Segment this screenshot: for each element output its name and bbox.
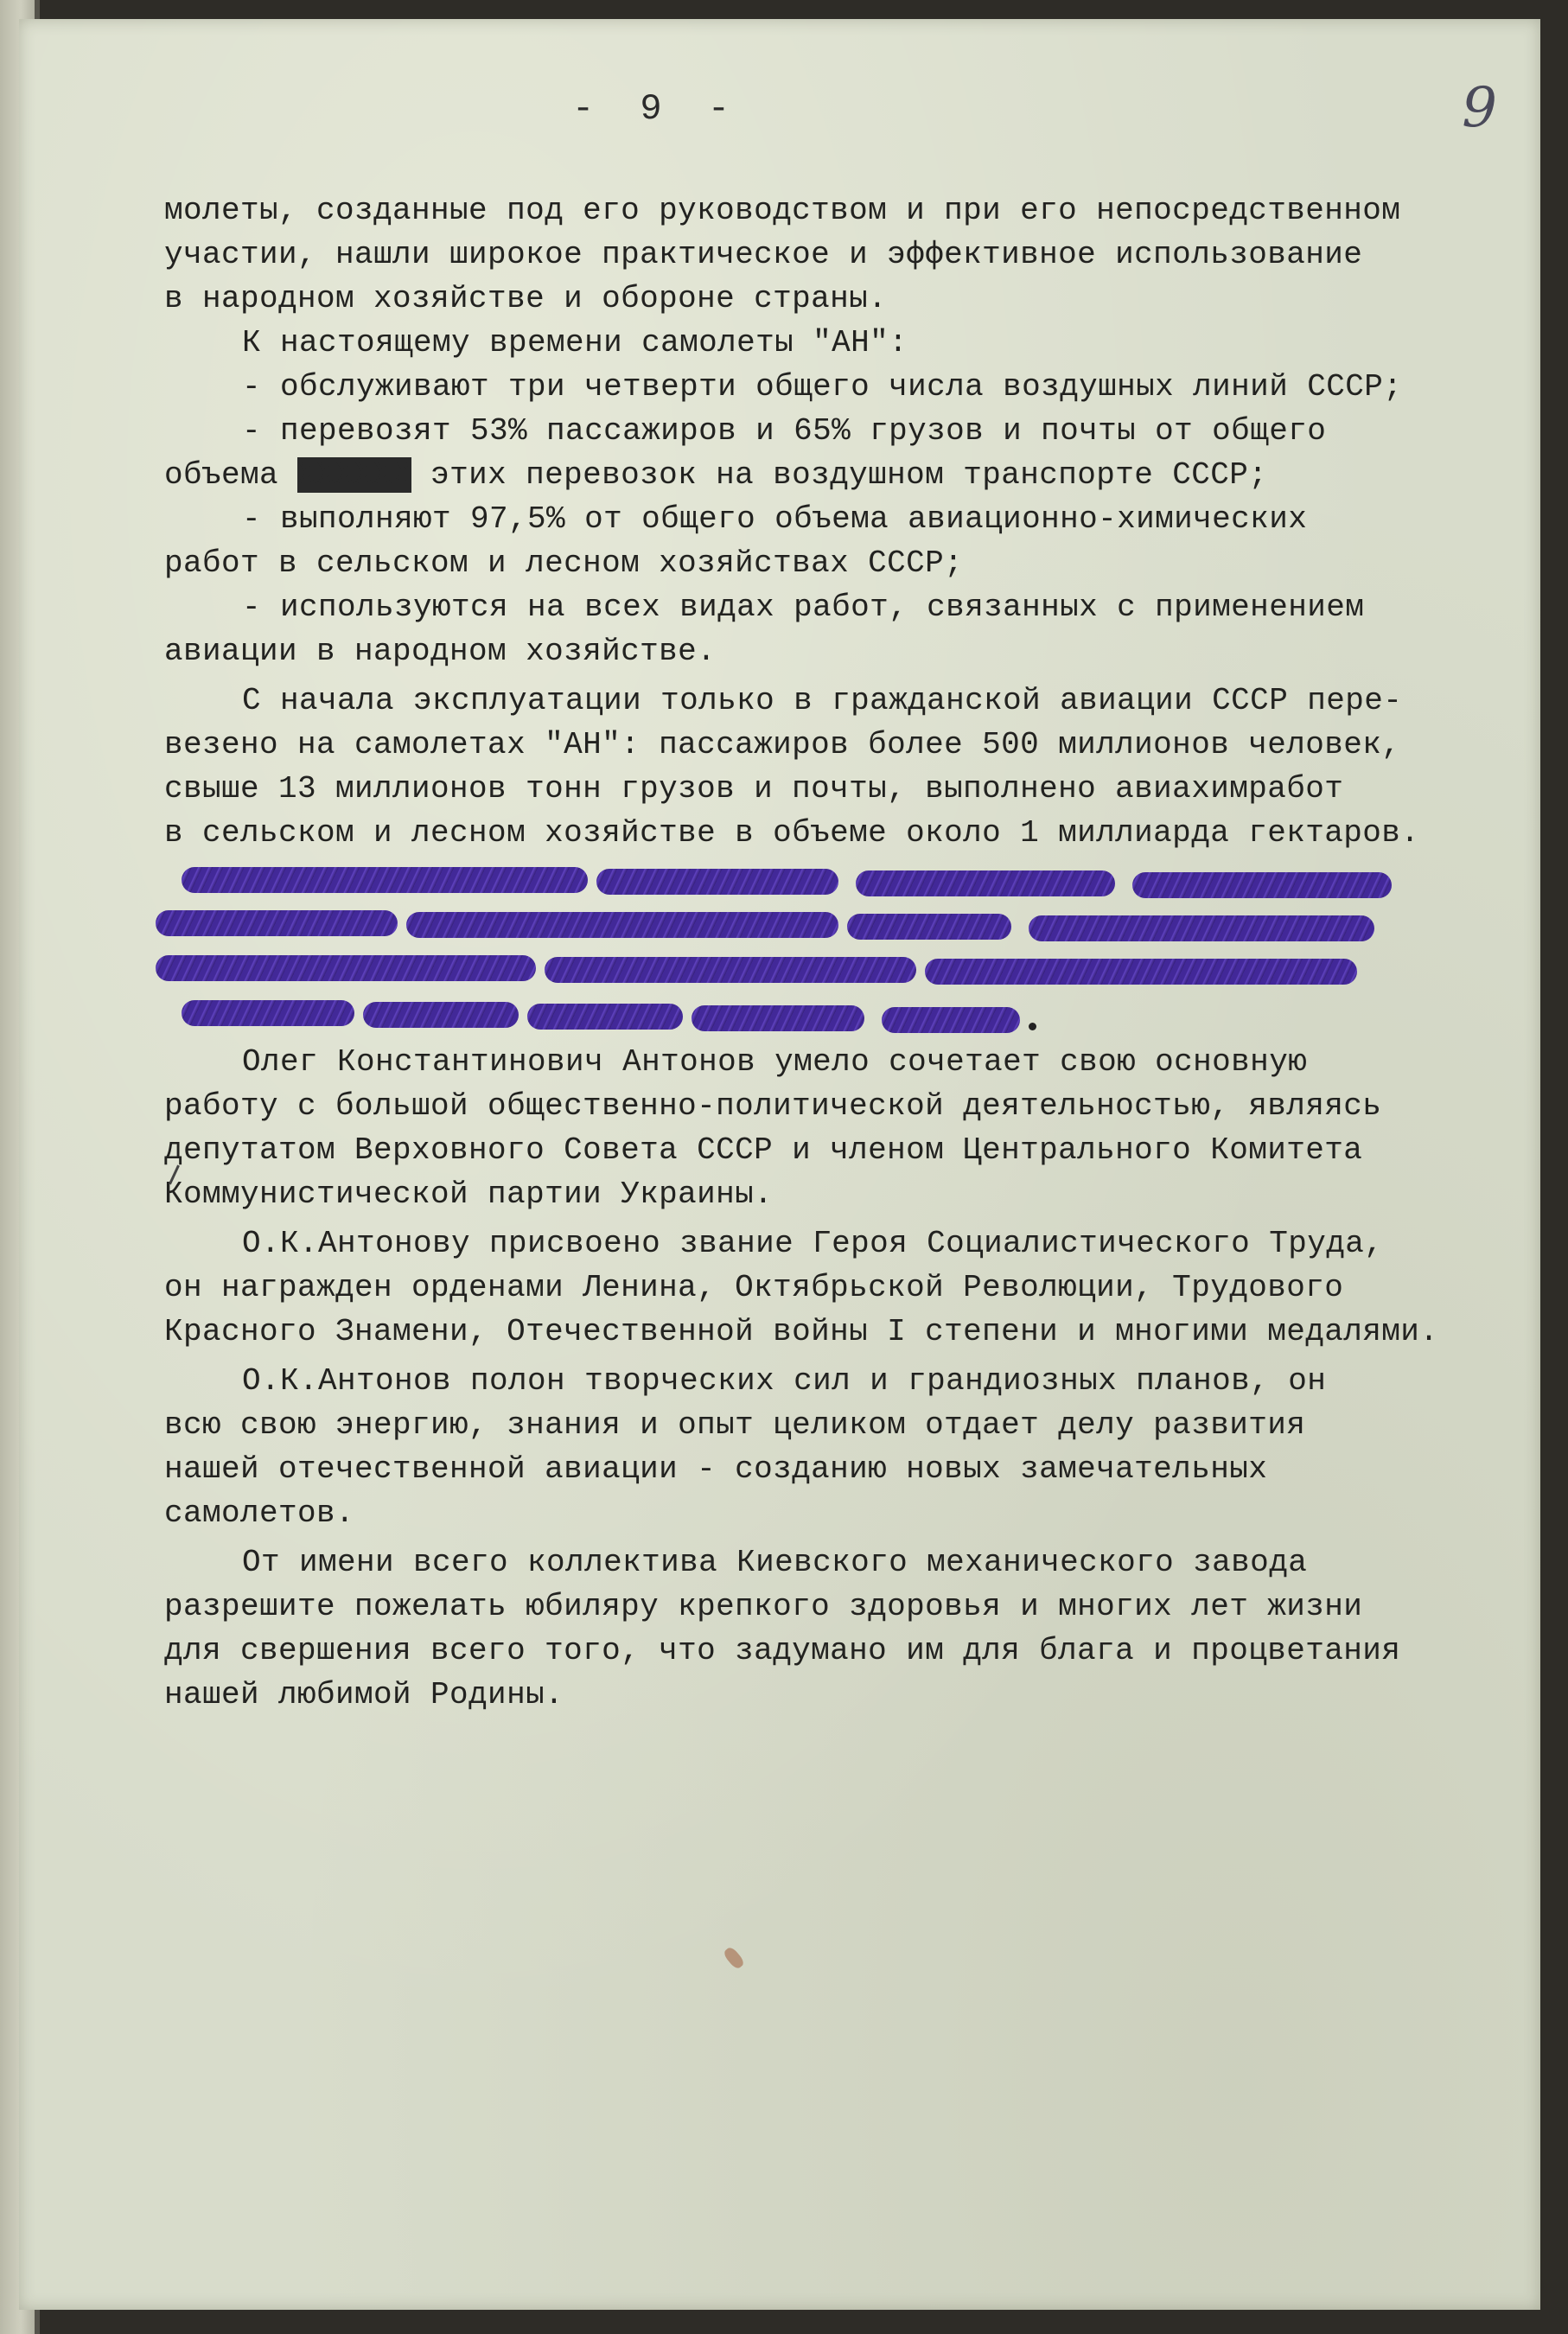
page-number: - 9 - <box>572 88 743 130</box>
text-line: К настоящему времени самолеты "АН": <box>242 325 908 360</box>
text-line: работ в сельском и лесном хозяйствах СССР; <box>164 545 964 581</box>
scribble-stroke <box>847 914 1011 940</box>
scribble-stroke <box>545 957 916 983</box>
text-line: - обслуживают три четверти общего числа воздушных линий СССР; <box>242 369 1403 405</box>
scribble-stroke <box>882 1007 1020 1033</box>
text-fragment: этих перевозок на воздушном транспорте СССР; <box>430 457 1268 493</box>
scribble-stroke <box>856 870 1115 896</box>
scribble-stroke <box>1132 872 1392 898</box>
text-fragment: объема <box>164 457 279 493</box>
text-line: в народном хозяйстве и обороне страны. <box>164 281 888 316</box>
paragraph-4 <box>164 1040 1547 1216</box>
handwritten-sheet-number: 9 <box>1462 76 1497 140</box>
paragraph-3 <box>164 679 1547 855</box>
text-line: везено на самолетах "АН": пассажиров более 500 миллионов человек, <box>164 727 1401 762</box>
bullet-3 <box>164 497 1547 585</box>
text-line: работу с большой общественно-политической деятельностью, являясь <box>164 1088 1382 1124</box>
bullet-1 <box>164 365 1547 409</box>
text-line: авиации в народном хозяйстве. <box>164 634 717 669</box>
text-line: разрешите пожелать юбиляру крепкого здоровья и многих лет жизни <box>164 1589 1363 1624</box>
text-line: депутатом Верховного Совета СССР и членом Центрального Комитета <box>164 1132 1363 1168</box>
paragraph-1 <box>164 188 1547 321</box>
scribbled-out-passage <box>164 858 1547 1035</box>
period-mark <box>1029 1023 1036 1030</box>
text-line: в сельском и лесном хозяйстве в объеме около 1 миллиарда гектаров. <box>164 815 1420 851</box>
text-line: От имени всего коллектива Киевского механического завода <box>242 1545 1308 1580</box>
scribble-stroke <box>925 959 1357 985</box>
scribble-stroke <box>156 910 398 936</box>
text-line: он награжден орденами Ленина, Октябрьской Революции, Трудового <box>164 1270 1344 1305</box>
text-line: Красного Знамени, Отечественной войны I степени и многими медалями. <box>164 1314 1439 1349</box>
scribble-stroke <box>182 867 588 893</box>
paper-stain <box>722 1946 745 1971</box>
overtyped-word: XXXXXX <box>297 457 412 493</box>
scribble-stroke <box>182 1000 354 1026</box>
text-line: - используются на всех видах работ, связанных с применением <box>242 590 1365 625</box>
document-body <box>164 188 1547 1717</box>
scribble-stroke <box>527 1004 683 1030</box>
text-line: для свершения всего того, что задумано им для блага и процветания <box>164 1633 1401 1668</box>
text-line: Олег Константинович Антонов умело сочетает свою основную <box>242 1044 1308 1080</box>
scribble-stroke <box>363 1002 519 1028</box>
scribble-stroke <box>692 1005 864 1031</box>
bullet-2 <box>164 409 1547 497</box>
text-line: С начала эксплуатации только в гражданской авиации СССР пере- <box>242 683 1403 718</box>
paragraph-6 <box>164 1359 1547 1535</box>
text-line: молеты, созданные под его руководством и при его непосредственном <box>164 193 1401 228</box>
text-line: свыше 13 миллионов тонн грузов и почты, выполнено авиахимработ <box>164 771 1344 807</box>
text-line <box>164 453 1547 497</box>
paragraph-7 <box>164 1540 1547 1717</box>
text-line: О.К.Антонов полон творческих сил и грандиозных планов, он <box>242 1363 1327 1399</box>
text-line: - выполняют 97,5% от общего объема авиационно-химических <box>242 501 1308 537</box>
paragraph-2 <box>164 321 1547 365</box>
text-line: О.К.Антонову присвоено звание Героя Социалистического Труда, <box>242 1226 1384 1261</box>
text-line: - перевозят 53% пассажиров и 65% грузов и почты от общего <box>242 413 1327 449</box>
text-line: нашей отечественной авиации - созданию новых замечательных <box>164 1451 1268 1487</box>
text-line: нашей любимой Родины. <box>164 1677 564 1712</box>
document-page <box>19 19 1540 2310</box>
text-line: Коммунистической партии Украины. <box>164 1177 774 1212</box>
bullet-4 <box>164 585 1547 673</box>
paragraph-5 <box>164 1221 1547 1354</box>
scribble-stroke <box>596 869 838 895</box>
scribble-stroke <box>406 912 838 938</box>
text-line: всю свою энергию, знания и опыт целиком отдает делу развития <box>164 1407 1306 1443</box>
text-line: участии, нашли широкое практическое и эффективное использование <box>164 237 1363 272</box>
text-line: самолетов. <box>164 1495 355 1531</box>
scribble-stroke <box>1029 915 1374 941</box>
scribble-stroke <box>156 955 536 981</box>
